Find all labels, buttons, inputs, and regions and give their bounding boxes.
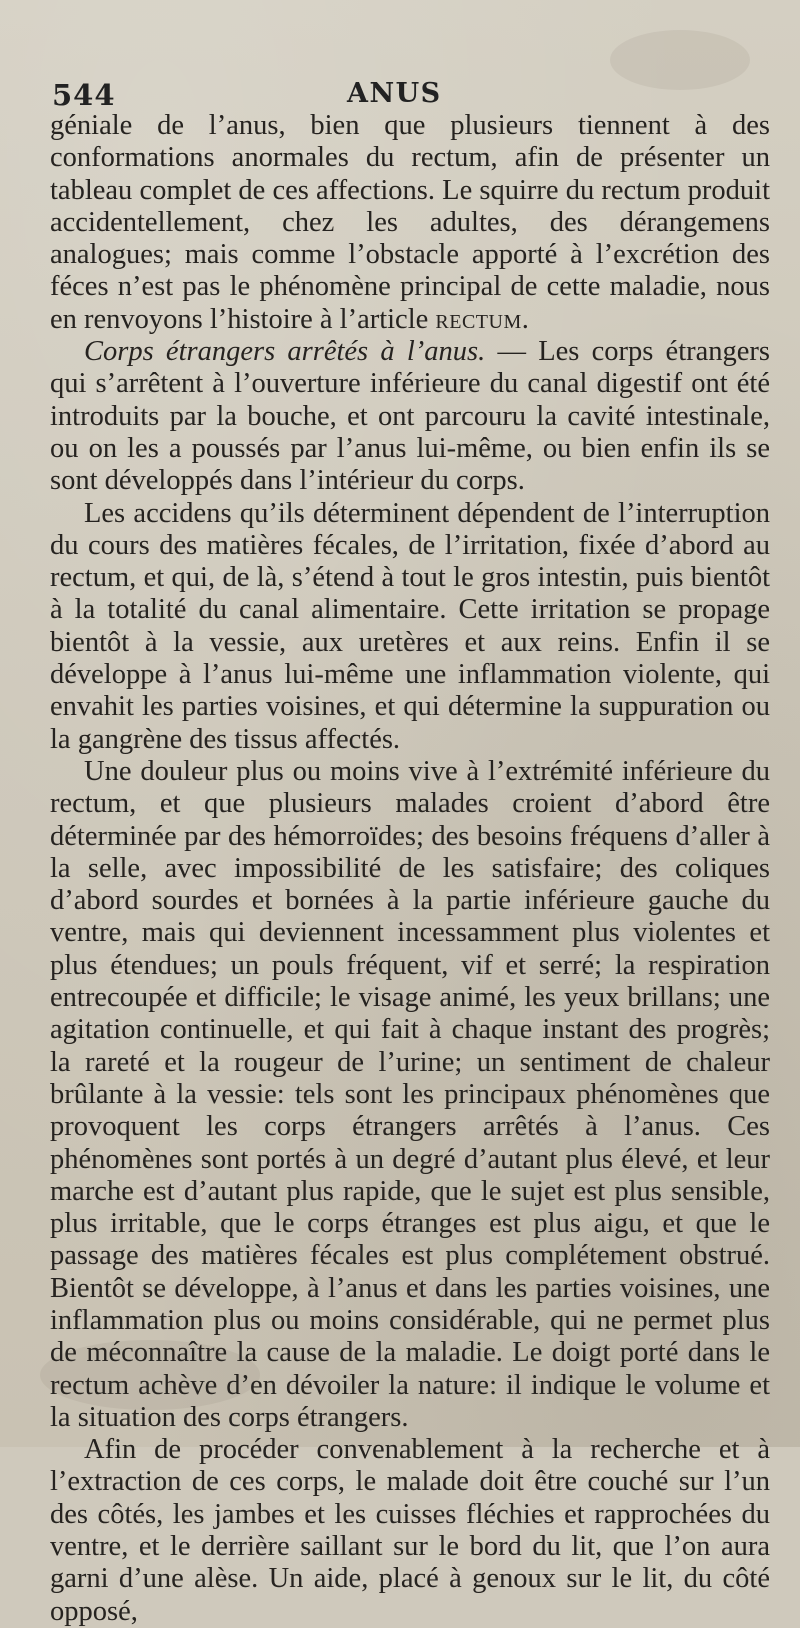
page-number: 544	[52, 78, 116, 112]
body-text	[50, 110, 770, 1628]
text-run: .	[521, 303, 529, 335]
running-head	[52, 78, 752, 112]
cross-reference: rectum	[435, 303, 522, 335]
text-run: géniale de l’anus, bien que plusieurs tiennent à des conformations anormales du rectum, afin de présenter un tableau complet de ces affections. Le squirre du rectum produit accidentellement, chez les adultes, des dérangemens analogues; mais comme l’obstacle apporté à l’excrétion des féces n’est pas le phénomène principal de cette maladie, nous en renvoyons l’histoire à l’article	[50, 110, 770, 335]
paragraph	[50, 110, 770, 336]
text-run: Afin de procéder convenablement à la recherche et à l’extraction de ces corps, le malade doit être couché sur l’un des côtés, les jambes et les cuisses fléchies et rapprochées du ventre, et le derrière saillant sur le bord du lit, que l’on aura garni d’une alèse. Un aide, placé à genoux sur le lit, du côté opposé,	[50, 1434, 770, 1627]
paragraph	[50, 1434, 770, 1628]
text-run: Une douleur plus ou moins vive à l’extrémité inférieure du rectum, et que plusieurs malades croient d’abord être déterminée par des hémorroïdes; des besoins fréquens d’aller à la selle, avec impossibilité de les satisfaire; des coliques d’abord sourdes et bornées à la partie inférieure gauche du ventre, mais qui deviennent incessamment plus violentes et plus étendues; un pouls fréquent, vif et serré; la respiration entrecoupée et difficile; le visage animé, les yeux brillans; une agitation continuelle, et qui fait à chaque instant des progrès; la rareté et la rougeur de l’urine; un sentiment de chaleur brûlante à la vessie: tels sont les principaux phénomènes que provoquent les corps étrangers arrêtés à l’anus. Ces phénomènes sont portés à un degré d’autant plus élevé, et leur marche est d’autant plus rapide, que le sujet est plus sensible, plus irritable, que le corps étranges est plus aigu, et que le passage des matières fécales est plus complétement obstrué. Bientôt se développe, à l’anus et dans les parties voisines, une inflammation plus ou moins considérable, qui ne permet plus de méconnaître la cause de la maladie. Le doigt porté dans le rectum achève d’en dévoiler la nature: il indique le volume et la situation des corps étrangers.	[50, 755, 770, 1433]
text-run: Les accidens qu’ils déterminent dépendent de l’interruption du cours des matières fécales, de l’irritation, fixée d’abord au rectum, et qui, de là, s’étend à tout le gros intestin, puis bientôt à la totalité du canal alimentaire. Cette irritation se propage bientôt à la vessie, aux uretères et aux reins. Enfin il se développe à l’anus lui-même une inflammation violente, qui envahit les parties voisines, et qui détermine la suppuration ou la gangrène des tissus affectés.	[50, 497, 770, 755]
section-heading: Corps étrangers arrêtés à l’anus.	[84, 336, 486, 368]
paragraph	[50, 498, 770, 756]
running-title: ANUS	[347, 78, 442, 109]
paragraph	[50, 756, 770, 1434]
text-run: — Les corps étrangers qui s’arrêtent à l’ouverture inférieure du canal digestif ont été introduits par la bouche, et ont parcouru la cavité intestinale, ou on les a poussés par l’anus lui-même, ou bien enfin ils se sont développés dans l’intérieur du corps.	[50, 336, 770, 497]
paragraph	[50, 336, 770, 497]
